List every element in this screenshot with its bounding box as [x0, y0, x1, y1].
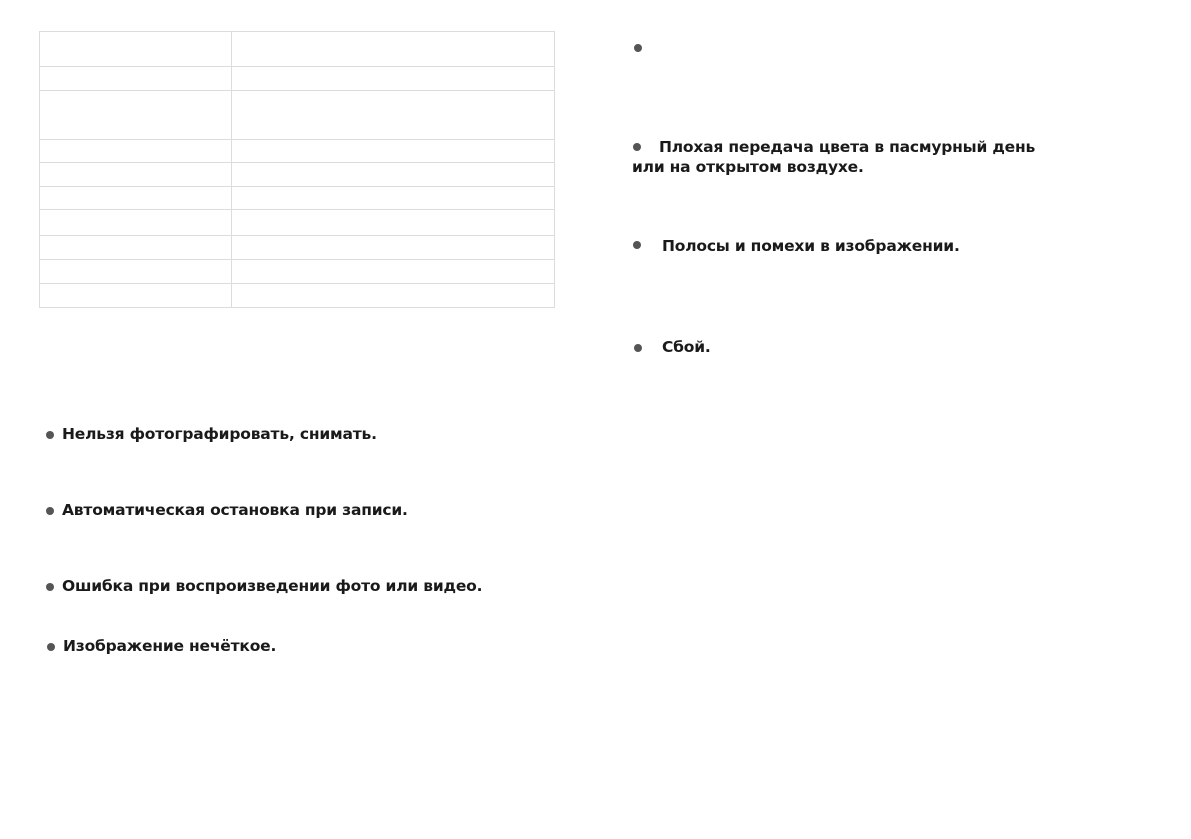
issue-no-photo: Нельзя фотографировать, снимать.	[62, 425, 377, 443]
table-row	[40, 260, 555, 284]
table-cell-label	[40, 260, 232, 284]
table-cell-value	[232, 260, 555, 284]
table-cell-label	[40, 284, 232, 308]
table-cell-label	[40, 67, 232, 91]
bullet-dot-icon	[47, 643, 55, 651]
bullet-dot-icon	[46, 583, 54, 591]
table-cell-label	[40, 91, 232, 140]
table-cell-value	[232, 32, 555, 67]
table-row	[40, 236, 555, 260]
issue-playback-error: Ошибка при воспроизведении фото или видео.	[62, 577, 483, 595]
table-row	[40, 140, 555, 163]
table-row	[40, 210, 555, 236]
table-cell-label	[40, 163, 232, 187]
table-cell-value	[232, 163, 555, 187]
issue-blurry-image: Изображение нечёткое.	[63, 637, 277, 655]
issue-auto-stop: Автоматическая остановка при записи.	[62, 501, 408, 519]
bullet-dot-icon	[634, 344, 642, 352]
table-row	[40, 67, 555, 91]
table-row	[40, 187, 555, 210]
table-cell-label	[40, 236, 232, 260]
bullet-dot-icon	[633, 241, 641, 249]
table-row	[40, 284, 555, 308]
table-cell-value	[232, 140, 555, 163]
table-cell-value	[232, 67, 555, 91]
bullet-dot-icon	[634, 44, 642, 52]
table-cell-value	[232, 284, 555, 308]
issue-poor-color: Плохая передача цвета в пасмурный день или на открытом воздухе.	[632, 138, 1036, 176]
issue-failure: Сбой.	[662, 338, 711, 356]
bullet-dot-icon	[46, 507, 54, 515]
table-cell-value	[232, 236, 555, 260]
table-cell-label	[40, 210, 232, 236]
spec-table	[39, 31, 555, 308]
table-cell-label	[40, 32, 232, 67]
table-cell-value	[232, 91, 555, 140]
table-cell-value	[232, 187, 555, 210]
issue-stripes-noise: Полосы и помехи в изображении.	[662, 237, 960, 255]
bullet-dot-icon	[46, 431, 54, 439]
table-row	[40, 91, 555, 140]
table-row	[40, 163, 555, 187]
table-row	[40, 32, 555, 67]
table-cell-label	[40, 187, 232, 210]
table-cell-label	[40, 140, 232, 163]
table-cell-value	[232, 210, 555, 236]
